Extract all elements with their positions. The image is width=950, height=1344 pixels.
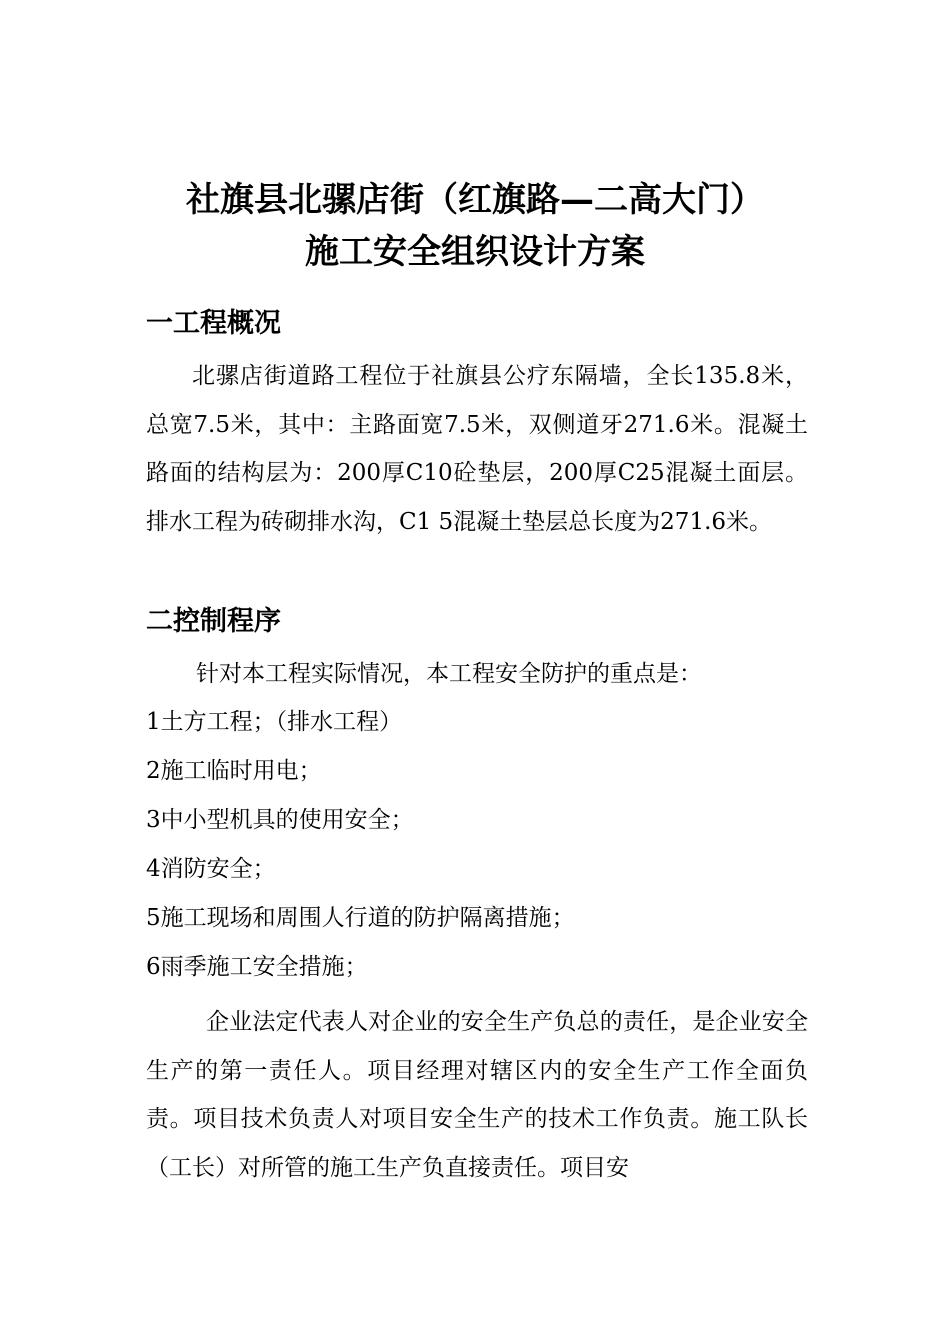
list-item: 6雨季施工安全措施；: [146, 954, 368, 980]
section-heading-control-procedure: 二控制程序: [146, 606, 281, 637]
list-item: 3中小型机具的使用安全；: [146, 807, 414, 833]
document-title-line-2: 施工安全组织设计方案: [305, 232, 645, 272]
overview-paragraph: 北骡店街道路工程位于社旗县公疗东隔墙，全长135.8米，总宽7.5米，其中：主路面宽7.5米，双侧道牙271.6米。混凝土路面的结构层为：200厚C10砼垫层，200厚C25混凝土面层。排水工程为砖砌排水沟，C1 5混凝土垫层总长度为271.6米。: [146, 363, 808, 535]
control-intro: 针对本工程实际情况，本工程安全防护的重点是：: [196, 661, 702, 687]
responsibility-paragraph: 企业法定代表人对企业的安全生产负总的责任，是企业安全生产的第一责任人。项目经理对辖区内的安全生产工作全面负责。项目技术负责人对项目安全生产的技术工作负责。施工队长（工长）对所管的施工生产负直接责任。项目安: [146, 1009, 808, 1181]
list-item: 4消防安全；: [146, 856, 276, 882]
list-item: 5施工现场和周围人行道的防护隔离措施；: [146, 905, 575, 931]
list-item: 1土方工程；（排水工程）: [146, 709, 403, 735]
section-heading-overview: 一工程概况: [146, 308, 281, 339]
list-item: 2施工临时用电；: [146, 758, 322, 784]
document-title-line-1: 社旗县北骡店街（红旗路—二高大门）: [186, 180, 764, 220]
